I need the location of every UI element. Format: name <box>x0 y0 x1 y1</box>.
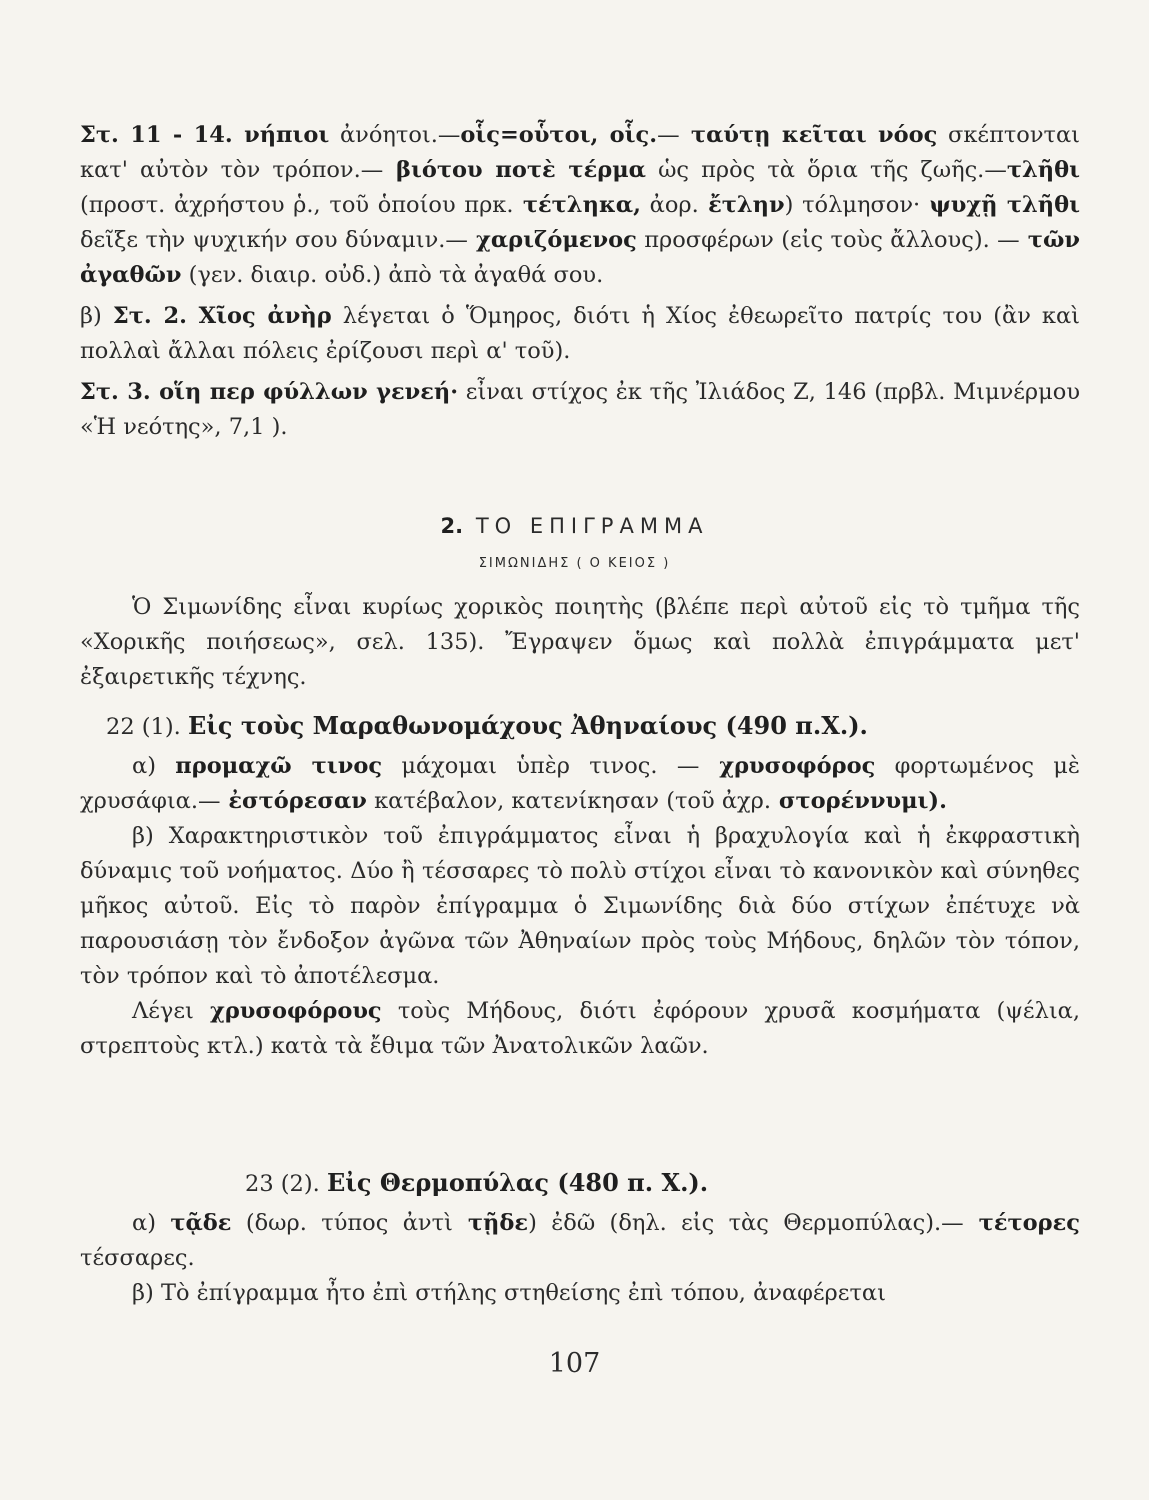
intro-paragraph: Ὁ Σιμωνίδης εἶναι κυρίως χορικὸς ποιητὴς (βλέπε περὶ αὐτοῦ εἰς τὸ τμῆμα τῆς «Χορικῆς ποιήσεως», σελ. 135). Ἔγραψεν ὅμως καὶ πολλὰ ἐπιγράμματα μετ' ἐξαιρετικῆς τέχνης. <box>80 594 1080 690</box>
gloss: ὡς πρὸς τὰ ὅρια τῆς ζωῆς.— <box>646 157 1007 183</box>
epigram-23-note-a <box>80 1206 1080 1276</box>
gloss: ἀνόητοι.— <box>329 122 461 148</box>
gloss: — <box>657 122 680 148</box>
author-name: ΣΙΜΩΝΙΔΗΣ ( Ο ΚΕΙΟΣ ) <box>478 556 671 571</box>
term: χρυσοφόρους <box>210 998 382 1024</box>
gloss: ) ἐδῶ (δηλ. εἰς τὰς Θερμοπύλας).— <box>528 1210 964 1236</box>
term: προμαχῶ τινος <box>175 753 383 779</box>
epigram-23-title <box>80 1165 1080 1202</box>
term: στορέννυμι). <box>771 788 947 814</box>
section-title-text: ΤΟ ΕΠΙΓΡΑΜΜΑ <box>463 514 709 538</box>
epigram-22-title <box>80 708 1080 745</box>
gloss: μάχομαι ὑπὲρ τινος. — <box>382 753 700 779</box>
epigram-22-note-a <box>80 749 1080 819</box>
note-verse-3 <box>80 375 1080 445</box>
epigram-22 <box>80 708 1080 1064</box>
term: ψυχῇ τλῆθι <box>920 192 1080 218</box>
epigram-title-text: Εἰς τοὺς Μαραθωνομάχους Ἀθηναίους (490 π.Χ.). <box>187 711 868 740</box>
gloss: τοὺς Μήδους, διότι ἐφόρουν χρυσᾶ κοσμήματα (ψέλια, στρεπτοὺς κτλ.) κατὰ τὰ ἔθιμα τῶν Ἀνατολικῶν λαῶν. <box>80 998 1081 1059</box>
term: οἷς=οὗτοι, οἷς. <box>460 122 658 148</box>
term: Στ. 11 - 14. νήπιοι <box>80 122 330 148</box>
section-heading <box>0 514 1149 538</box>
term: ἔτλην <box>698 192 785 218</box>
gloss: (γεν. διαιρ. οὐδ.) ἀπὸ τὰ ἀγαθά σου. <box>181 262 604 288</box>
term: Στ. 3. οἵη περ φύλλων γενεή· <box>80 379 459 405</box>
term: τῶν ἀγαθῶν <box>80 227 1080 288</box>
section-intro <box>80 590 1080 695</box>
gloss: φορτωμένος μὲ χρυσάφια.— <box>80 753 1081 814</box>
note-verses-11-14 <box>80 118 1080 293</box>
epigram-number: 22 (1). <box>106 714 188 740</box>
term: τᾷδε <box>170 1210 232 1236</box>
term: τέτορες <box>963 1210 1080 1236</box>
notes-top <box>80 118 1080 445</box>
epigram-title-text: Εἰς Θερμοπύλας (480 π. Χ.). <box>326 1168 709 1197</box>
gloss: λέγεται ὁ Ὅμηρος, διότι ἡ Χίος ἐθεωρεῖτο πατρίς του (ἂν καὶ πολλαὶ ἄλλαι πόλεις ἐρίζουσι περὶ α' τοῦ). <box>80 303 1080 364</box>
gloss: ἀορ. <box>640 192 699 218</box>
term: τέτληκα, <box>513 192 641 218</box>
gloss: κατέβαλον, κατενίκησαν (τοῦ ἀχρ. <box>366 788 772 814</box>
epigram-number: 23 (2). <box>245 1171 327 1197</box>
section-number: 2. <box>440 514 464 538</box>
gloss: (δωρ. τύπος ἀντὶ <box>231 1210 453 1236</box>
gloss: τέσσαρες. <box>80 1245 195 1271</box>
gloss: εἶναι στίχος ἐκ τῆς Ἰλιάδος Ζ, 146 (πρβλ. Μιμνέρμου «Ἡ νεότης», 7,1 ). <box>80 379 1080 440</box>
gloss: (προστ. ἀχρήστου ῥ., τοῦ ὁποίου πρκ. <box>80 192 514 218</box>
term: τῇδε <box>452 1210 529 1236</box>
term: ἐστόρεσαν <box>220 788 367 814</box>
page-number: 107 <box>548 1348 601 1379</box>
note-verse-2 <box>80 299 1080 369</box>
term: Στ. 2. Χῖος ἀνὴρ <box>112 303 332 329</box>
term: τλῆθι <box>1006 157 1081 183</box>
term: βιότου ποτὲ τέρμα <box>383 157 646 183</box>
epigram-23 <box>80 1165 1080 1311</box>
gloss: σκέπτονται κατ' αὐτὸν τὸν τρόπον.— <box>80 122 1080 183</box>
gloss: α) <box>132 753 176 779</box>
term: ταύτῃ κεῖται νόος <box>679 122 938 148</box>
gloss: Λέγει <box>132 998 211 1024</box>
gloss: β) <box>80 303 113 329</box>
section-title <box>0 514 1149 538</box>
epigram-22-note-c <box>80 994 1080 1064</box>
epigram-22-note-b: β) Χαρακτηριστικὸν τοῦ ἐπιγράμματος εἶναι ἡ βραχυλογία καὶ ἡ ἐκφραστικὴ δύναμις τοῦ νοήματος. Δύο ἢ τέσσαρες τὸ πολὺ στίχοι εἶναι τὸ κανονικὸν καὶ σύνηθες μῆκος αὐτοῦ. Εἰς τὸ παρὸν ἐπίγραμμα ὁ Σιμωνίδης διὰ δύο στίχων ἐπέτυχε νὰ παρουσιάσῃ τὸν ἔνδοξον ἀγῶνα τῶν Ἀθηναίων πρὸς τοὺς Μήδους, δηλῶν τὸν τόπον, τὸν τρόπον καὶ τὸ ἀποτέλεσμα. <box>80 823 1080 989</box>
gloss: α) <box>132 1210 171 1236</box>
term: χαριζόμενος <box>467 227 637 253</box>
term: χρυσοφόρος <box>699 753 876 779</box>
gloss: δεῖξε τὴν ψυχικήν σου δύναμιν.— <box>80 227 468 253</box>
gloss: ) τόλμησον· <box>784 192 921 218</box>
epigram-23-note-b: β) Τὸ ἐπίγραμμα ἦτο ἐπὶ στήλης στηθείσης ἐπὶ τόπου, ἀναφέρεται <box>132 1280 886 1306</box>
author-line <box>0 556 1149 571</box>
gloss: προσφέρων (εἰς τοὺς ἄλλους). — <box>636 227 1020 253</box>
